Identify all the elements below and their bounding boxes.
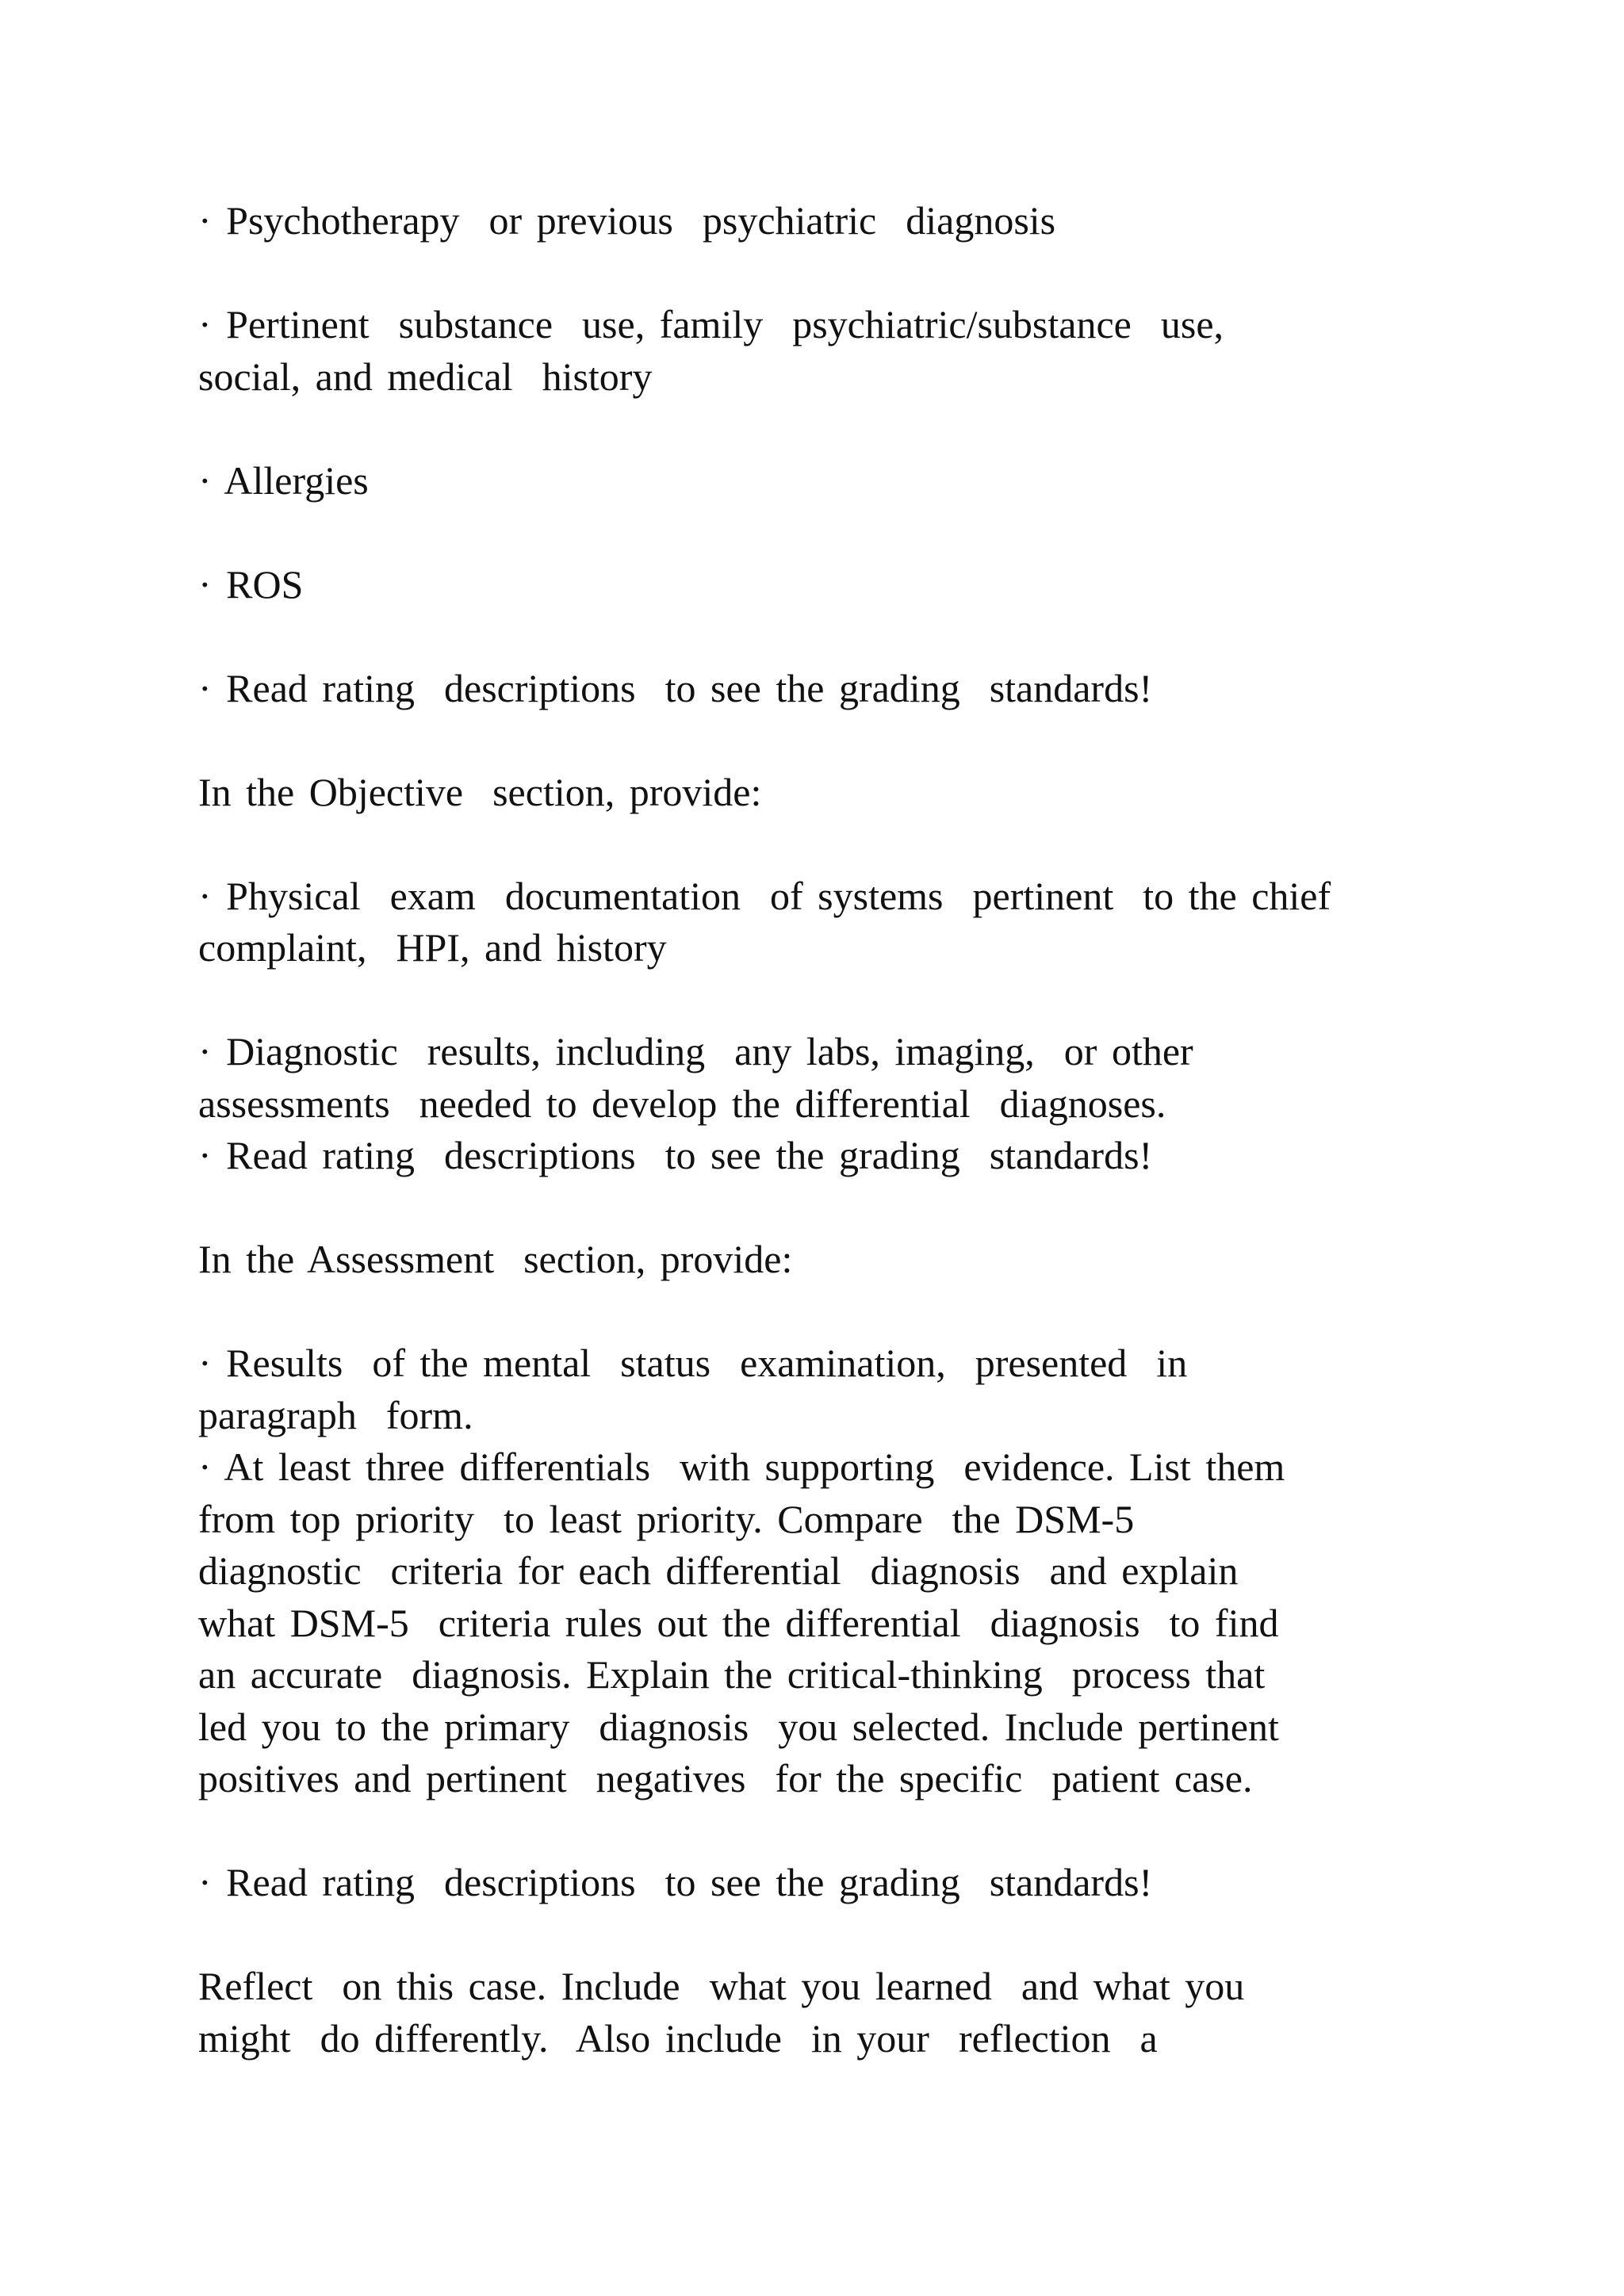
blank-line <box>198 818 1467 871</box>
blank-line <box>198 1805 1467 1858</box>
blank-line <box>198 247 1467 300</box>
blank-line <box>198 507 1467 559</box>
blank-line <box>198 714 1467 767</box>
text-line: · Diagnostic results, including any labs, imaging, or other <box>198 1029 1193 1073</box>
text-line: · At least three differentials with supporting evidence. List them <box>198 1445 1285 1489</box>
text-line: complaint, HPI, and history <box>198 925 667 970</box>
text-line: · Read rating descriptions to see the grading standards! <box>198 1860 1153 1904</box>
text-line: · Physical exam documentation of systems pertinent to the chief <box>198 873 1331 918</box>
text-line: social, and medical history <box>198 354 653 399</box>
text-line: assessments needed to develop the differential diagnoses. <box>198 1081 1166 1126</box>
document-body <box>198 195 1467 2064</box>
text-line: led you to the primary diagnosis you selected. Include pertinent <box>198 1704 1279 1749</box>
blank-line <box>198 1909 1467 1961</box>
blank-line <box>198 403 1467 455</box>
text-line: positives and pertinent negatives for the specific patient case. <box>198 1756 1253 1800</box>
text-line: what DSM-5 criteria rules out the differential diagnosis to find <box>198 1600 1279 1645</box>
blank-line <box>198 974 1467 1027</box>
text-line: · Read rating descriptions to see the grading standards! <box>198 1133 1153 1177</box>
text-line: · Psychotherapy or previous psychiatric diagnosis <box>198 198 1056 243</box>
text-line: · Pertinent substance use, family psychiatric/substance use, <box>198 302 1224 346</box>
section-heading-assessment: In the Assessment section, provide: <box>198 1237 793 1281</box>
text-line: · Read rating descriptions to see the grading standards! <box>198 665 1153 710</box>
blank-line <box>198 1182 1467 1234</box>
section-heading-objective: In the Objective section, provide: <box>198 769 762 814</box>
text-line: Reflect on this case. Include what you learned and what you <box>198 1964 1245 2008</box>
text-line: · ROS <box>198 561 304 607</box>
blank-line <box>198 1286 1467 1338</box>
text-line: paragraph form. <box>198 1392 473 1437</box>
text-line: · Results of the mental status examination, presented in <box>198 1341 1188 1385</box>
text-line: · Allergies <box>198 457 369 503</box>
blank-line <box>198 610 1467 663</box>
text-line: an accurate diagnosis. Explain the critical-thinking process that <box>198 1652 1266 1697</box>
text-line: might do differently. Also include in your reflection a <box>198 2015 1158 2061</box>
text-line: from top priority to least priority. Compare the DSM-5 <box>198 1496 1135 1541</box>
text-line: diagnostic criteria for each differential diagnosis and explain <box>198 1548 1239 1593</box>
